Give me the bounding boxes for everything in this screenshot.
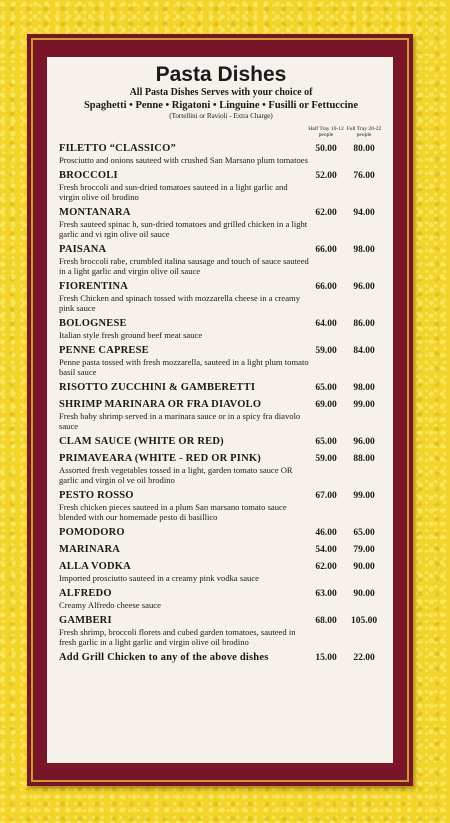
menu-item-full-price: 98.00 xyxy=(353,383,375,393)
menu-item-row xyxy=(59,561,383,573)
subtitle-serves: All Pasta Dishes Serves with your choice of xyxy=(129,87,313,98)
menu-item-row xyxy=(59,281,383,293)
menu-item xyxy=(59,143,383,165)
menu-item-description: Fresh baby shrimp served in a marinara sauce or in a spicy fra diavolo sauce xyxy=(59,411,301,431)
menu-item-description: Fresh shrimp, broccoli florets and cubed garden tomatoes, sauteed in fresh garlic in a light garlic and virgin olive oil brodino xyxy=(59,627,296,647)
menu-item-half-price: 66.00 xyxy=(315,245,337,255)
menu-item-half-price: 62.00 xyxy=(315,562,337,572)
menu-item-name: GAMBERI xyxy=(59,615,112,626)
menu-item-name: Add Grill Chicken to any of the above dishes xyxy=(59,652,269,663)
menu-item-half-price: 59.00 xyxy=(315,454,337,464)
menu-item xyxy=(59,382,383,394)
menu-item-name: FILETTO “CLASSICO” xyxy=(59,143,176,154)
menu-item-row xyxy=(59,244,383,256)
menu-item-name: PAISANA xyxy=(59,244,107,255)
menu-item-full-price: 96.00 xyxy=(353,437,375,447)
menu-item-description: Prosciutto and onions sauteed with crushed San Marsano plum tomatoes xyxy=(59,155,308,165)
menu-item-name: PRIMAVEARA (WHITE - RED OR PINK) xyxy=(59,453,261,464)
menu-item-row xyxy=(59,652,383,664)
menu-items xyxy=(59,143,383,664)
menu-item-name: MONTANARA xyxy=(59,207,131,218)
menu-item-row xyxy=(59,544,383,556)
menu-item-name: PENNE CAPRESE xyxy=(59,345,149,356)
menu-item xyxy=(59,318,383,340)
menu-item xyxy=(59,615,383,647)
menu-paper xyxy=(47,57,393,763)
menu-item-name: BOLOGNESE xyxy=(59,318,127,329)
menu-item-full-price: 76.00 xyxy=(353,171,375,181)
menu-item-full-price: 99.00 xyxy=(353,491,375,501)
menu-item-full-price: 90.00 xyxy=(353,589,375,599)
menu-item xyxy=(59,490,383,522)
menu-item xyxy=(59,588,383,610)
menu-item-row xyxy=(59,318,383,330)
menu-item-half-price: 62.00 xyxy=(315,208,337,218)
menu-item-full-price: 22.00 xyxy=(353,653,375,663)
menu-item-description: Creamy Alfredo cheese sauce xyxy=(59,600,161,610)
menu-item-half-price: 46.00 xyxy=(315,528,337,538)
menu-item-half-price: 15.00 xyxy=(315,653,337,663)
menu-item xyxy=(59,207,383,239)
menu-item-row xyxy=(59,436,383,448)
menu-frame xyxy=(27,34,413,786)
page-title: Pasta Dishes xyxy=(155,63,287,86)
menu-item xyxy=(59,652,383,664)
menu-item-full-price: 98.00 xyxy=(353,245,375,255)
menu-item-half-price: 50.00 xyxy=(315,144,337,154)
menu-item-description: Fresh chicken pieces sauteed in a plum San marsano tomato sauce blended with our homemade pesto di basillico xyxy=(59,502,287,522)
menu-item-row xyxy=(59,345,383,357)
menu-item-half-price: 65.00 xyxy=(315,437,337,447)
menu-item xyxy=(59,453,383,485)
menu-item-description: Imported prosciutto sauteed in a creamy pink vodka sauce xyxy=(59,573,259,583)
menu-item-name: MARINARA xyxy=(59,544,121,555)
menu-item-description: Fresh sauteed spinac h, sun-dried tomatoes and grilled chicken in a light garlic and vi rgin olive oil sauce xyxy=(59,219,308,239)
menu-item-row xyxy=(59,490,383,502)
menu-item xyxy=(59,399,383,431)
menu-item xyxy=(59,281,383,313)
menu-item-full-price: 94.00 xyxy=(353,208,375,218)
menu-item-name: CLAM SAUCE (WHITE OR RED) xyxy=(59,436,224,447)
menu-item-full-price: 90.00 xyxy=(353,562,375,572)
menu-item-half-price: 68.00 xyxy=(315,616,337,626)
column-full-tray: Full Tray 20-22 people xyxy=(346,126,382,138)
menu-item-full-price: 84.00 xyxy=(353,346,375,356)
menu-item-half-price: 69.00 xyxy=(315,400,337,410)
menu-item-name: SHRIMP MARINARA OR FRA DIAVOLO xyxy=(59,399,262,410)
menu-item-half-price: 64.00 xyxy=(315,319,337,329)
menu-item-name: RISOTTO ZUCCHINI & GAMBERETTI xyxy=(59,382,256,393)
menu-item-name: BROCCOLI xyxy=(59,170,118,181)
menu-item-name: POMODORO xyxy=(59,527,125,538)
menu-item-full-price: 86.00 xyxy=(353,319,375,329)
menu-item-half-price: 67.00 xyxy=(315,491,337,501)
column-half-tray: Half Tray 10-12 people xyxy=(308,126,344,138)
menu-item xyxy=(59,345,383,377)
menu-item-full-price: 79.00 xyxy=(353,545,375,555)
menu-item-name: ALFREDO xyxy=(59,588,112,599)
menu-item-row xyxy=(59,143,383,155)
menu-item-description: Fresh broccoli rabe, crumbled italina sausage and touch of sauce sauteed in a light garlic and virgin olive oil sauce xyxy=(59,256,309,276)
menu-item-half-price: 52.00 xyxy=(315,171,337,181)
menu-item xyxy=(59,170,383,202)
menu-item xyxy=(59,527,383,539)
menu-item-full-price: 65.00 xyxy=(353,528,375,538)
menu-item-full-price: 88.00 xyxy=(353,454,375,464)
column-headers xyxy=(59,126,383,138)
subtitle-extra-charge: (Tortellini or Ravioli - Extra Charge) xyxy=(169,112,273,120)
menu-item-name: FIORENTINA xyxy=(59,281,129,292)
menu-item-half-price: 54.00 xyxy=(315,545,337,555)
menu-item xyxy=(59,436,383,448)
menu-item-name: ALLA VODKA xyxy=(59,561,131,572)
menu-item-description: Fresh broccoli and sun-dried tomatoes sauteed in a light garlic and virgin olive oil brodino xyxy=(59,182,288,202)
menu-item-row xyxy=(59,527,383,539)
menu-item-row xyxy=(59,588,383,600)
menu-item-half-price: 66.00 xyxy=(315,282,337,292)
menu-item xyxy=(59,244,383,276)
menu-item-row xyxy=(59,170,383,182)
menu-item-description: Assorted fresh vegetables tossed in a light, garden tomato sauce OR garlic and virgin ol ve oil brodino xyxy=(59,465,293,485)
menu-item-description: Fresh Chicken and spinach tossed with mozzarella cheese in a creamy pink sauce xyxy=(59,293,301,313)
menu-item-full-price: 99.00 xyxy=(353,400,375,410)
menu-item-row xyxy=(59,207,383,219)
menu-item-full-price: 96.00 xyxy=(353,282,375,292)
menu-item-row xyxy=(59,615,383,627)
menu-item-row xyxy=(59,453,383,465)
menu-item-half-price: 59.00 xyxy=(315,346,337,356)
menu-item-half-price: 63.00 xyxy=(315,589,337,599)
menu-item-row xyxy=(59,399,383,411)
menu-item-name: PESTO ROSSO xyxy=(59,490,134,501)
menu-item-full-price: 105.00 xyxy=(350,616,378,626)
menu-item xyxy=(59,561,383,583)
menu-item-row xyxy=(59,382,383,394)
subtitle-pasta-choices: Spaghetti • Penne • Rigatoni • Linguine • Fusilli or Fettuccine xyxy=(83,100,359,111)
menu-item-description: Penne pasta tossed with fresh mozzarella, sauteed in a light plum tomato basil sauce xyxy=(59,357,309,377)
menu-item-full-price: 80.00 xyxy=(353,144,375,154)
menu-item-description: Italian style fresh ground beef meat sauce xyxy=(59,330,203,340)
menu-frame-inner xyxy=(31,38,409,782)
menu-item-half-price: 65.00 xyxy=(315,383,337,393)
menu-item xyxy=(59,544,383,556)
